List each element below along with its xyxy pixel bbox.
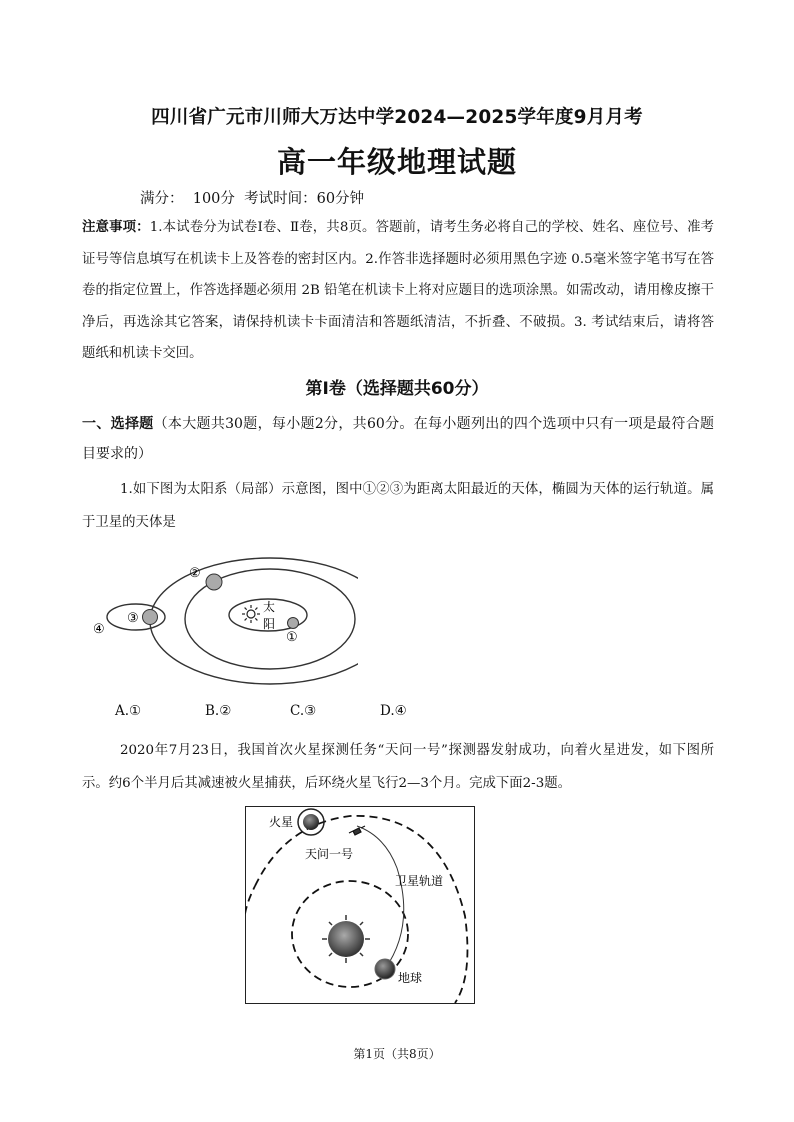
body-1 [288, 618, 299, 629]
mars-icon [303, 814, 319, 830]
body-2-label: ② [189, 566, 201, 581]
part-one-label: 一、选择题 [82, 416, 154, 432]
mars-label: 火星 [269, 815, 294, 829]
page-title: 高一年级地理试题 [276, 145, 517, 179]
option-b[interactable]: B.② [205, 703, 232, 719]
body-3-label: ③ [127, 611, 139, 626]
option-a[interactable]: A.① [115, 703, 142, 719]
solar-system-diagram [88, 545, 358, 695]
notes-text: 1.本试卷分为试卷Ⅰ卷、Ⅱ卷，共8页。答题前，请考生务必将自己的学校、姓名、座位号、准考证号等信息填写在机读卡上及答卷的密封区内。2.作答非选择题时必须用黑色字迹 0.5毫米签字笔书写在答卷的指定位置上，作答选择题必须用 2B 铅笔在机读卡上将对应题目的选项涂黑。如需改动，请用橡皮擦干净后，再选涂其它答案，请保持机读卡卡面清洁和答题纸清洁，不折叠、不破损。3. 考试结束后，请将答题纸和机读卡交回。 [82, 220, 715, 361]
sun-icon [242, 605, 260, 623]
school-exam-heading: 四川省广元市川师大万达中学2024—2025学年度9月月考 [151, 107, 643, 128]
option-c[interactable]: C.③ [290, 703, 317, 719]
body-3 [143, 610, 158, 625]
notes-block [82, 212, 714, 370]
figure-frame [246, 807, 475, 1004]
body-2 [206, 574, 222, 590]
sun-label-top: 太 [263, 600, 276, 614]
sun-label-bottom: 阳 [263, 617, 276, 631]
orbit-label: 卫星轨道 [395, 874, 444, 888]
exam-meta: 满分： 100分 考试时间：60分钟 [140, 191, 365, 207]
body-4-label: ④ [93, 622, 105, 637]
page-footer: 第1页（共8页） [353, 1047, 441, 1061]
sun-symbol [322, 915, 370, 963]
earth-icon [375, 959, 395, 979]
part-one-text: （本大题共30题，每小题2分，共60分。在每小题列出的四个选项中只有一项是最符合题目要求的） [82, 416, 715, 462]
mars-mission-diagram [245, 806, 475, 1004]
option-d[interactable]: D.④ [380, 703, 407, 719]
part-one-instructions [82, 409, 714, 469]
body-1-label: ① [286, 630, 298, 645]
section-title: 第Ⅰ卷（选择题共60分） [305, 379, 489, 399]
probe-label: 天问一号 [305, 847, 354, 861]
earth-label: 地球 [398, 971, 423, 985]
notes-label: 注意事项： [82, 220, 150, 235]
question-1-text: 1.如下图为太阳系（局部）示意图，图中①②③为距离太阳最近的天体，椭圆为天体的运行轨道。属于卫星的天体是 [82, 482, 714, 530]
question-2-text: 2020年7月23日，我国首次火星探测任务“天问一号”探测器发射成功，向着火星进发，如下图所示。约6个半月后其减速被火星捕获，后环绕火星飞行2—3个月。完成下面2-3题。 [82, 743, 714, 791]
question-1-options [115, 703, 407, 719]
outer-orbit [150, 558, 358, 684]
